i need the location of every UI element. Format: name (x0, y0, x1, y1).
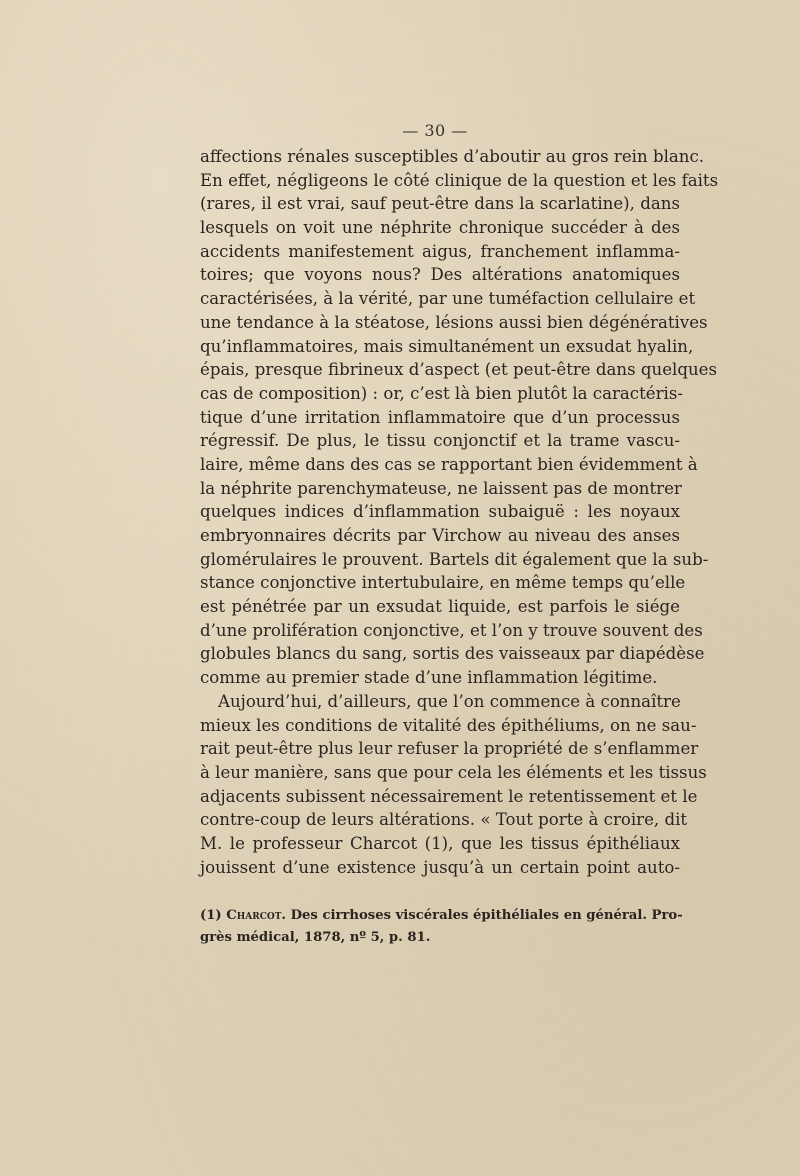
footnote (200, 905, 683, 949)
text-line: (rares, il est vrai, sauf peut-être dans la scarlatine), dans (200, 194, 680, 214)
text-line: stance conjonctive intertubulaire, en même temps qu’elle (200, 573, 686, 593)
text-line: glomérulaires le prouvent. Bartels dit également que la sub- (200, 549, 709, 569)
text-line: globules blancs du sang, sortis des vaisseaux par diapédèse (200, 644, 705, 664)
text-line: à leur manière, sans que pour cela les éléments et les tissus (200, 762, 707, 782)
text-line: contre-coup de leurs altérations. « Tout porte à croire, dit (200, 810, 688, 830)
text-line: rait peut-être plus leur refuser la propriété de s’enflammer (200, 739, 699, 759)
text-line: laire, même dans des cas se rapportant bien évidemment à (200, 454, 698, 474)
text-line: M. le professeur Charcot (1), que les tissus épithéliaux (200, 833, 680, 853)
text-line: la néphrite parenchymateuse, ne laissent pas de montrer (200, 478, 682, 498)
footnote-marker: (1) (200, 908, 222, 923)
text-line: une tendance à la stéatose, lésions aussi bien dégénératives (200, 312, 708, 332)
page-number: — 30 — (402, 121, 468, 140)
text-line: cas de composition) : or, c’est là bien plutôt la caractéris- (200, 383, 683, 403)
text-line: épais, presque fibrineux d’aspect (et peut-être dans quelques (200, 360, 717, 380)
text-line: caractérisées, à la vérité, par une tuméfaction cellulaire et (200, 289, 696, 309)
text-line: embryonnaires décrits par Virchow au niveau des anses (200, 526, 680, 545)
footnote-author: Charcot. (226, 908, 287, 923)
text-line: adjacents subissent nécessairement le retentissement et le (200, 786, 698, 806)
text-line: lesquels on voit une néphrite chronique succéder à des (200, 218, 680, 238)
text-line: mieux les conditions de vitalité des épithéliums, on ne sau- (200, 715, 697, 735)
text-line: affections rénales susceptibles d’aboutir au gros rein blanc. (200, 147, 705, 166)
footnote-line: grès médical, 1878, nº 5, p. 81. (200, 930, 431, 945)
paragraph-start-line: Aujourd’hui, d’ailleurs, que l’on commence à connaître (218, 691, 681, 711)
text-line: qu’inflammatoires, mais simultanément un exsudat hyalin, (200, 336, 694, 356)
footnote-citation: Des cirrhoses viscérales épithéliales en général. Pro- (290, 908, 683, 923)
text-line: d’une prolifération conjonctive, et l’on y trouve souvent des (200, 620, 703, 640)
text-line: jouissent d’une existence jusqu’à un certain point auto- (200, 857, 680, 877)
text-line: accidents manifestement aigus, franchement inflamma- (200, 241, 680, 261)
text-line: régressif. De plus, le tissu conjonctif et la trame vascu- (200, 431, 680, 451)
text-line: toires; que voyons nous? Des altérations anatomiques (200, 265, 680, 285)
text-line: tique d’une irritation inflammatoire que d’un processus (200, 407, 680, 427)
body-text (200, 145, 719, 879)
text-line: quelques indices d’inflammation subaiguë : les noyaux (200, 502, 680, 522)
text-line: En effet, négligeons le côté clinique de la question et les faits (200, 170, 719, 190)
footnote-line (200, 905, 683, 927)
text-line: est pénétrée par un exsudat liquide, est parfois le siége (200, 597, 680, 617)
paragraph-end-line: comme au premier stade d’une inflammation légitime. (200, 668, 658, 688)
